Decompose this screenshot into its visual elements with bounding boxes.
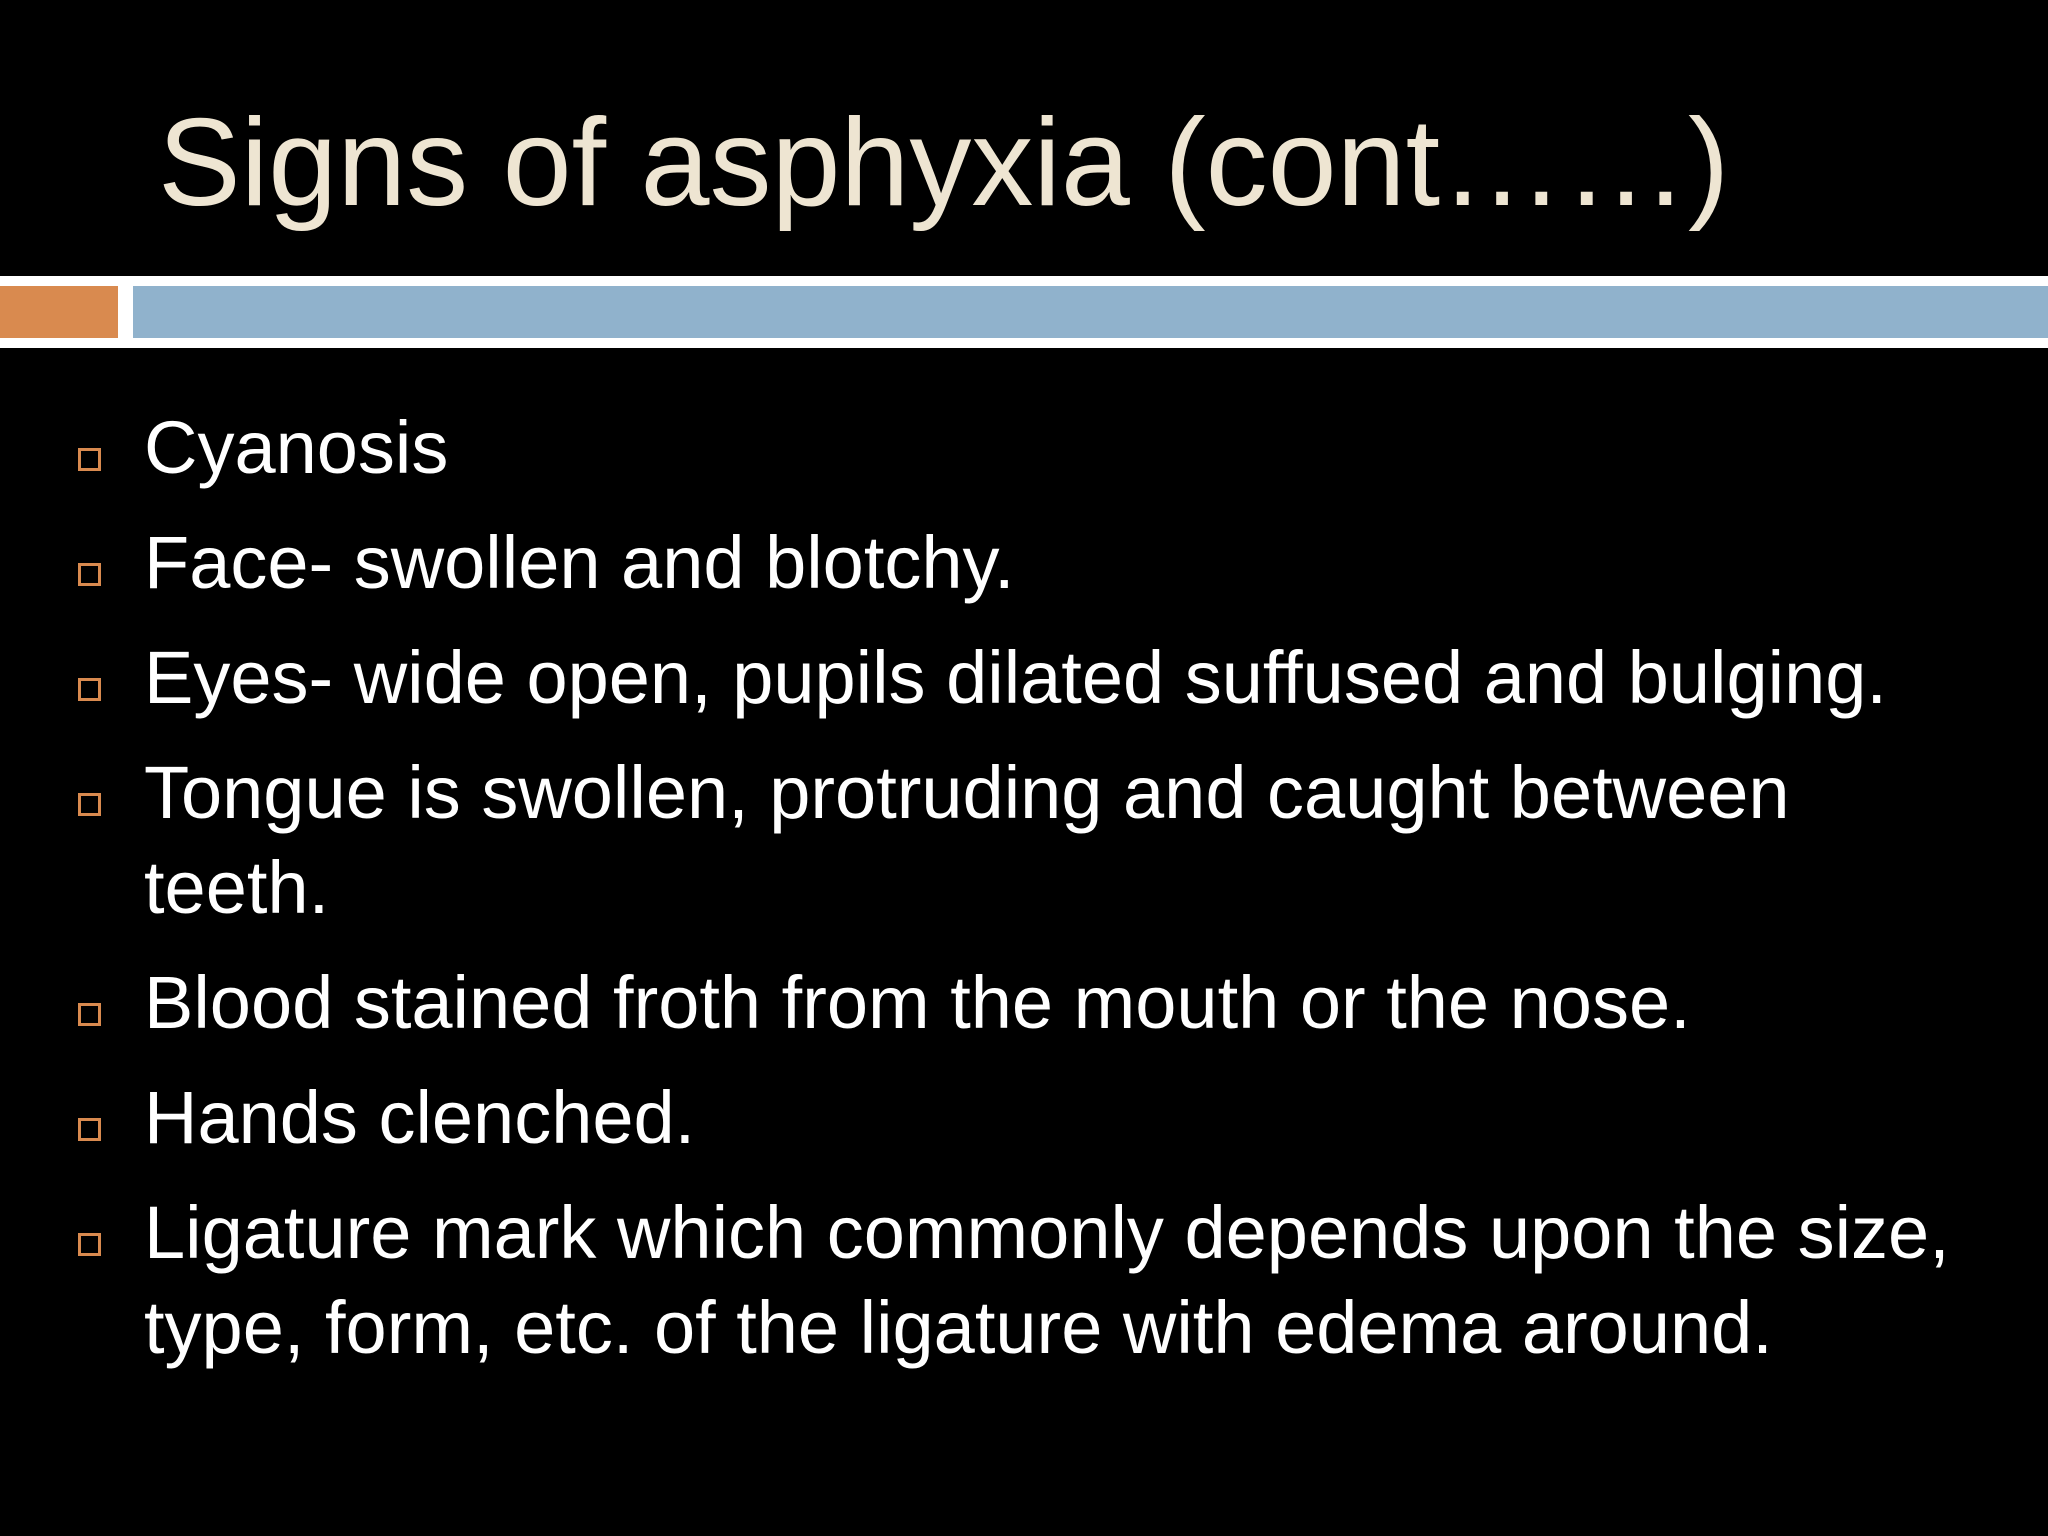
bullet-text: Ligature mark which commonly depends upon the size, type, form, etc. of the ligature with edema around.	[144, 1191, 1950, 1369]
checkbox-icon	[78, 1233, 101, 1256]
bullet-text: Face- swollen and blotchy.	[144, 521, 1015, 604]
checkbox-icon	[78, 563, 101, 586]
title-divider-band	[0, 276, 2048, 348]
checkbox-icon	[78, 1003, 101, 1026]
bullet-text: Eyes- wide open, pupils dilated suffused and bulging.	[144, 636, 1887, 719]
bullet-item-hands	[0, 1070, 2048, 1165]
bullet-text: Tongue is swollen, protruding and caught between teeth.	[144, 751, 1790, 929]
divider-bar	[133, 286, 2048, 338]
bullet-item-ligature	[0, 1185, 2048, 1375]
checkbox-icon	[78, 448, 101, 471]
bullet-text: Hands clenched.	[144, 1076, 696, 1159]
bullet-item-cyanosis	[0, 400, 2048, 495]
bullet-item-froth	[0, 955, 2048, 1050]
accent-block	[0, 286, 118, 338]
bullet-item-face	[0, 515, 2048, 610]
checkbox-icon	[78, 1118, 101, 1141]
bullet-text: Cyanosis	[144, 406, 449, 489]
bullet-item-tongue	[0, 745, 2048, 935]
bullet-text: Blood stained froth from the mouth or the nose.	[144, 961, 1691, 1044]
checkbox-icon	[78, 678, 101, 701]
slide-title: Signs of asphyxia (cont……)	[158, 94, 1730, 232]
checkbox-icon	[78, 793, 101, 816]
bullet-item-eyes	[0, 630, 2048, 725]
bullet-list	[0, 400, 2048, 1395]
